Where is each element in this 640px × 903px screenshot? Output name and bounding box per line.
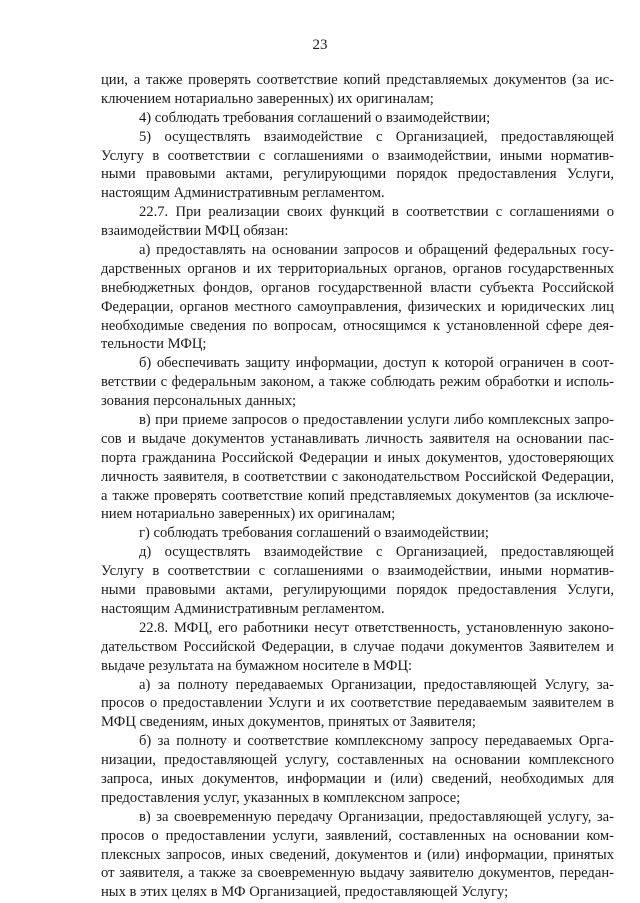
text-line: внебюджетных фондов, органов государственной власти субъекта Российской	[101, 279, 614, 296]
page-number: 23	[312, 37, 328, 53]
text-line: а) за полноту передаваемых Организации, предоставляющей Услугу, за-	[139, 676, 614, 693]
text-line: запроса, иных документов, информации и (или) сведений, необходимых для	[101, 770, 614, 787]
text-line: просов о предоставлении Услуги и их соответствие передаваемым заявителем в	[101, 695, 614, 712]
text-line: порта гражданина Российской Федерации и иных документов, удостоверяющих	[101, 449, 614, 466]
text-line: Услугу в соответствии с соглашениями о взаимодействии, иными норматив-	[101, 563, 614, 580]
text-line: настоящим Административным регламентом.	[101, 185, 385, 202]
text-line: взаимодействии МФЦ обязан:	[101, 223, 289, 240]
text-line: дарственных органов и их территориальных органов, органов государственных	[101, 260, 614, 277]
text-line: нием нотариально заверенных) их оригиналам;	[101, 506, 396, 523]
text-line: в) за своевременную передачу Организации, предоставляющей услугу, за-	[139, 808, 614, 825]
text-line: сов и выдаче документов устанавливать личность заявителя на основании пас-	[101, 430, 614, 447]
text-line: просов о предоставлении услуги, заявлений, составленных на основании ком-	[101, 827, 614, 844]
text-line: 22.7. При реализации своих функций в соответствии с соглашениями о	[139, 204, 614, 221]
text-line: в) при приеме запросов о предоставлении услуги либо комплексных запро-	[139, 412, 614, 429]
text-line: зования персональных данных;	[101, 393, 297, 410]
text-line: дательством Российской Федерации, в случае подачи документов Заявителем и	[101, 638, 614, 655]
text-line: ции, а также проверять соответствие копий представляемых документов (за ис-	[101, 72, 614, 88]
text-line: ными правовыми актами, регулирующими порядок предоставления Услуги,	[101, 166, 614, 183]
text-line: ключением нотариально заверенных) их оригиналам;	[101, 90, 434, 107]
text-line: г) соблюдать требования соглашений о взаимодействии;	[139, 525, 489, 542]
text-line: предоставления услуг, указанных в комплексном запросе;	[101, 789, 461, 806]
text-line: плексных запросов, иных сведений, документов и (или) информации, принятых	[101, 846, 614, 863]
text-line: ных в этих целях в МФ Организацией, предоставляющей Услугу;	[101, 884, 509, 901]
text-line: МФЦ сведениям, иных документов, принятых от Заявителя;	[101, 714, 476, 731]
text-line: а также проверять соответствие копий представляемых документов (за исключе-	[101, 487, 614, 504]
text-line: 22.8. МФЦ, его работники несут ответственность, установленную законо-	[139, 619, 614, 636]
text-line: выдаче результата на бумажном носителе в МФЦ:	[101, 657, 413, 674]
text-line: настоящим Административным регламентом.	[101, 600, 385, 617]
text-line: личность заявителя, в соответствии с законодательством Российской Федерации,	[101, 468, 614, 485]
text-line: д) осуществлять взаимодействие с Организацией, предоставляющей	[139, 544, 614, 561]
text-line: Услугу в соответствии с соглашениями о взаимодействии, иными норматив-	[101, 147, 614, 164]
text-line: тельности МФЦ;	[101, 336, 207, 353]
text-line: б) за полноту и соответствие комплексному запросу передаваемых Орга-	[139, 733, 614, 750]
text-line: ветствии с федеральным законом, а также соблюдать режим обработки и исполь-	[101, 374, 614, 391]
text-line: от заявителя, а также за своевременную выдачу заявителю документов, передан-	[101, 865, 614, 882]
body-text	[101, 71, 614, 902]
text-line: 4) соблюдать требования соглашений о взаимодействии;	[139, 109, 491, 126]
text-line: Федерации, органов местного самоуправления, физических и юридических лиц	[101, 298, 614, 315]
text-line: б) обеспечивать защиту информации, доступ к которой ограничен в соот-	[139, 355, 614, 372]
text-line: а) предоставлять на основании запросов и обращений федеральных госу-	[139, 242, 614, 259]
text-line: 5) осуществлять взаимодействие с Организацией, предоставляющей	[139, 128, 614, 145]
text-line: ными правовыми актами, регулирующими порядок предоставления Услуги,	[101, 582, 614, 599]
text-line: низации, предоставляющей услугу, составленных на основании комплексного	[101, 752, 614, 769]
text-line: необходимые сведения по вопросам, относящимся к установленной сфере дея-	[101, 317, 614, 334]
